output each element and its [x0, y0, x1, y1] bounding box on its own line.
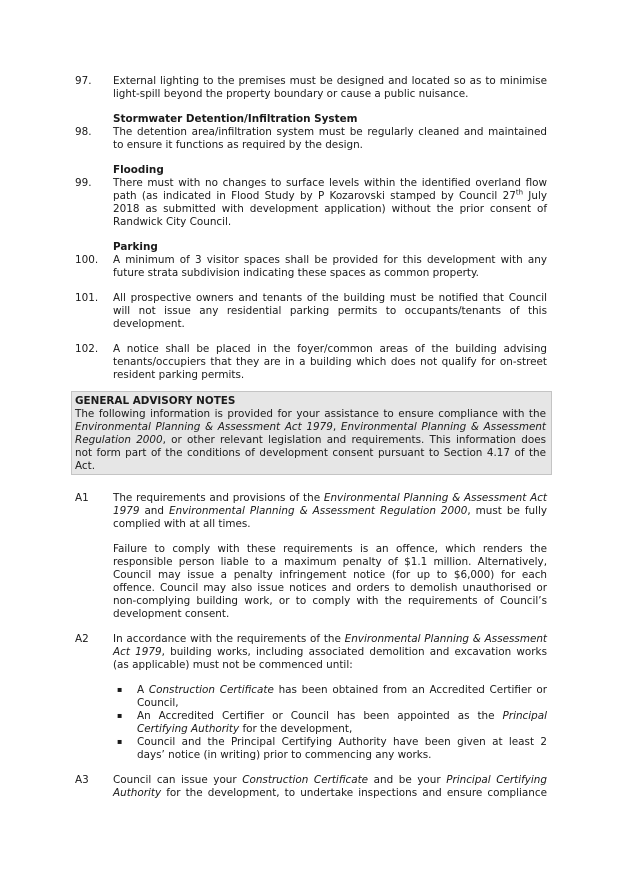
condition-text: 2018 as submitted with development application) without the prior consent of	[113, 203, 547, 215]
condition-number: 99.	[75, 177, 92, 189]
advisory-item-text: Council may issue a penalty infringement notice (for up to $6,000) for each	[113, 569, 547, 581]
condition-text: A notice shall be placed in the foyer/common areas of the building advising	[113, 343, 547, 355]
advisory-label: A2	[75, 633, 89, 645]
bullet-text: Council,	[137, 697, 179, 709]
condition-text: development.	[113, 318, 185, 330]
bullet-icon: ▪	[117, 711, 123, 720]
advisory-item-text: development consent.	[113, 608, 230, 620]
condition-text: External lighting to the premises must be designed and located so as to minimise	[113, 75, 547, 87]
condition-text: future strata subdivision indicating these spaces as common property.	[113, 267, 479, 279]
bullet-text: Certifying Authority for the development,	[137, 723, 353, 735]
advisory-item-text: responsible person liable to a maximum penalty of $1.1 million. Alternatively,	[113, 556, 547, 568]
advisory-item-text: offence. Council may also issue notices and orders to demolish unauthorised or	[113, 582, 547, 594]
condition-text: tenants/occupiers that they are in a building which does not qualify for on-street	[113, 356, 547, 368]
condition-number: 102.	[75, 343, 99, 355]
advisory-item-text: Council can issue your Construction Certificate and be your Principal Certifying	[113, 774, 547, 786]
advisory-item-text: Authority for the development, to undertake inspections and ensure compliance	[113, 787, 547, 799]
advisory-item-text: (as applicable) must not be commenced until:	[113, 659, 353, 671]
condition-text: A minimum of 3 visitor spaces shall be provided for this development with any	[113, 254, 547, 266]
condition-text: All prospective owners and tenants of the building must be notified that Council	[113, 292, 547, 304]
condition-text: will not issue any residential parking permits to occupants/tenants of this	[113, 305, 547, 317]
advisory-text: Act.	[75, 460, 96, 472]
condition-text: There must with no changes to surface levels within the identified overland flow	[113, 177, 547, 189]
bullet-icon: ▪	[117, 737, 123, 746]
condition-text: to ensure it functions as required by the design.	[113, 139, 363, 151]
condition-text: light-spill beyond the property boundary or cause a public nuisance.	[113, 88, 469, 100]
condition-text: path (as indicated in Flood Study by P Kozarovski stamped by Council 27th July	[113, 188, 547, 202]
condition-number: 101.	[75, 292, 99, 304]
advisory-label: A3	[75, 774, 89, 786]
advisory-text: The following information is provided for your assistance to ensure compliance with the	[75, 408, 546, 420]
condition-text: Randwick City Council.	[113, 216, 232, 228]
advisory-text: Regulation 2000, or other relevant legislation and requirements. This information does	[75, 434, 546, 446]
section-heading: Stormwater Detention/Infiltration System	[113, 113, 358, 125]
advisory-item-text: 1979 and Environmental Planning & Assessment Regulation 2000, must be fully	[113, 505, 548, 517]
bullet-text: A Construction Certificate has been obtained from an Accredited Certifier or	[137, 684, 547, 696]
advisory-item-text: non-complying building work, or to comply with the requirements of Council’s	[113, 595, 547, 607]
condition-number: 100.	[75, 254, 99, 266]
advisory-item-text: Act 1979, building works, including associated demolition and excavation works	[113, 646, 547, 658]
advisory-label: A1	[75, 492, 89, 504]
section-heading: Flooding	[113, 164, 164, 176]
condition-text: The detention area/infiltration system must be regularly cleaned and maintained	[113, 126, 547, 138]
condition-number: 98.	[75, 126, 92, 138]
advisory-item-text: Failure to comply with these requirements is an offence, which renders the	[113, 543, 547, 555]
advisory-item-text: The requirements and provisions of the Environmental Planning & Assessment Act	[113, 492, 547, 504]
advisory-heading: GENERAL ADVISORY NOTES	[75, 395, 236, 407]
bullet-text: An Accredited Certifier or Council has been appointed as the Principal	[137, 710, 547, 722]
advisory-item-text: complied with at all times.	[113, 518, 251, 530]
bullet-text: days’ notice (in writing) prior to commencing any works.	[137, 749, 432, 761]
bullet-icon: ▪	[117, 685, 123, 694]
bullet-text: Council and the Principal Certifying Authority have been given at least 2	[137, 736, 547, 748]
section-heading: Parking	[113, 241, 158, 253]
advisory-text: not form part of the conditions of development consent pursuant to Section 4.17 of the	[75, 447, 546, 459]
condition-text: resident parking permits.	[113, 369, 245, 381]
advisory-item-text: In accordance with the requirements of the Environmental Planning & Assessment	[113, 633, 547, 645]
advisory-text: Environmental Planning & Assessment Act 1979, Environmental Planning & Assessment	[75, 421, 547, 433]
condition-number: 97.	[75, 75, 92, 87]
